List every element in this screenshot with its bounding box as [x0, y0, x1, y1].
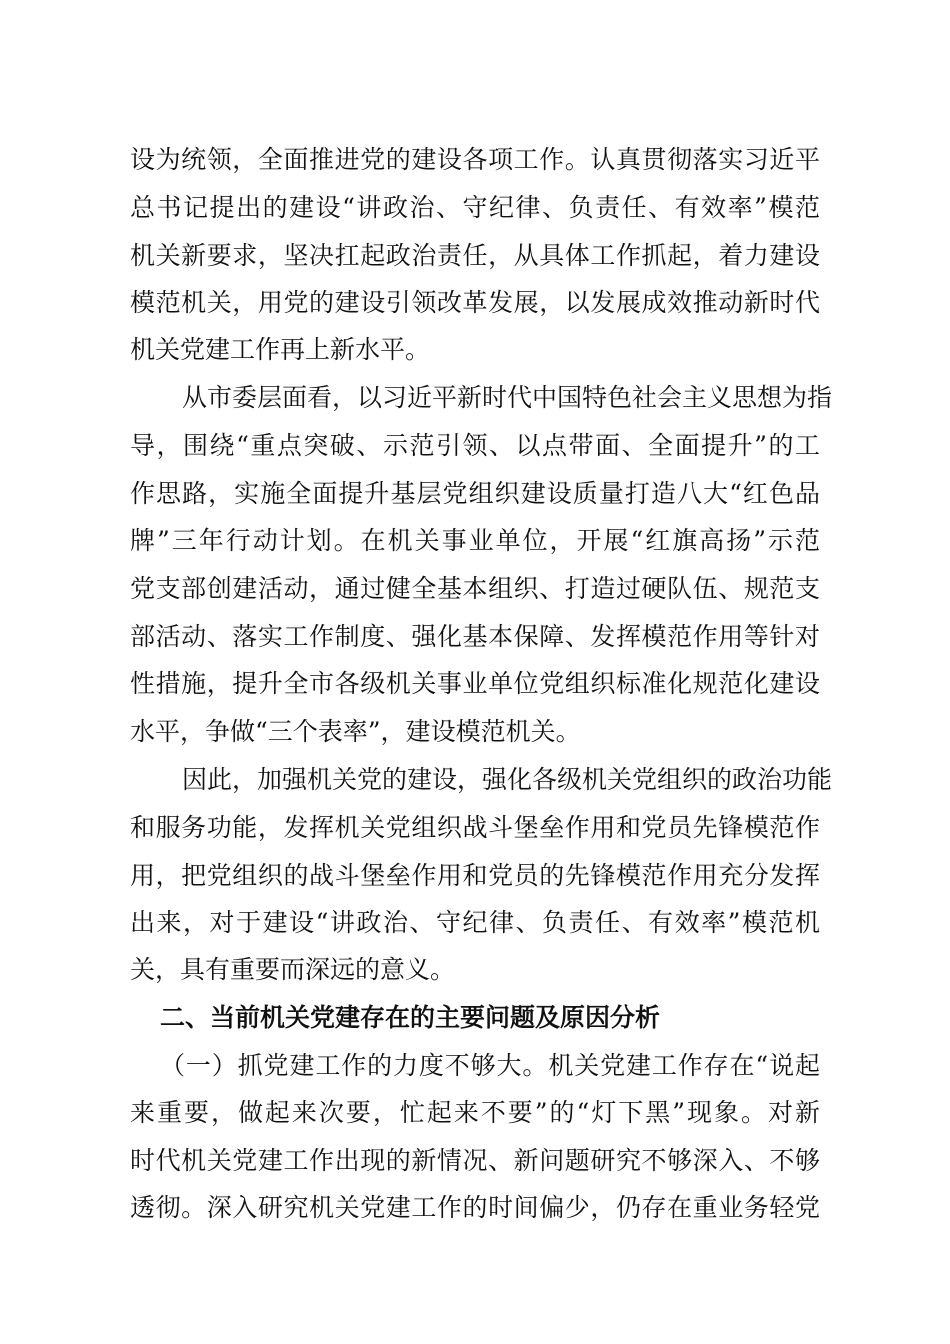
text-line: 党支部创建活动，通过健全基本组织、打造过硬队伍、规范支	[130, 574, 820, 603]
text-line: 牌”三年行动计划。在机关事业单位，开展“红旗高扬”示范	[130, 526, 820, 555]
text-segment: 机关党建工作存在“说起	[548, 1051, 820, 1080]
text-line: 透彻。深入研究机关党建工作的时间偏少，仍存在重业务轻党	[130, 1193, 820, 1222]
subsection-title: （一）抓党建工作的力度不够大。	[160, 1051, 549, 1080]
text-line: 出来，对于建设“讲政治、守纪律、负责任、有效率”模范机	[130, 908, 820, 937]
text-line: 模范机关，用党的建设引领改革发展，以发展成效推动新时代	[130, 288, 820, 317]
text-line: 机关新要求，坚决扛起政治责任，从具体工作抓起，着力建设	[130, 241, 820, 270]
text-line: 总书记提出的建设“讲政治、守纪律、负责任、有效率”模范	[130, 193, 820, 222]
text-line: 机关党建工作再上新水平。	[130, 335, 431, 364]
text-line: 水平，争做“三个表率”，建设模范机关。	[130, 717, 581, 746]
section-heading: 二、当前机关党建存在的主要问题及原因分析	[160, 1003, 661, 1032]
text-line: 和服务功能，发挥机关党组织战斗堡垒作用和党员先锋模范作	[130, 813, 820, 842]
text-line: 性措施，提升全市各级机关事业单位党组织标准化规范化建设	[130, 669, 820, 698]
text-line: 时代机关党建工作出现的新情况、新问题研究不够深入、不够	[130, 1146, 820, 1175]
text-line: 因此，加强机关党的建设，强化各级机关党组织的政治功能	[182, 765, 833, 794]
subsection-first-line	[160, 1049, 820, 1083]
text-line: 来重要，做起来次要，忙起来不要”的“灯下黑”现象。对新	[130, 1098, 820, 1127]
text-line: 导，围绕“重点突破、示范引领、以点带面、全面提升”的工	[130, 431, 820, 460]
text-line: 设为统领，全面推进党的建设各项工作。认真贯彻落实习近平	[130, 145, 820, 174]
text-line: 从市委层面看，以习近平新时代中国特色社会主义思想为指	[182, 383, 833, 412]
text-line: 用，把党组织的战斗堡垒作用和党员的先锋模范作用充分发挥	[130, 861, 820, 890]
text-line: 关，具有重要而深远的意义。	[130, 955, 456, 984]
text-line: 部活动、落实工作制度、强化基本保障、发挥模范作用等针对	[130, 622, 820, 651]
text-line: 作思路，实施全面提升基层党组织建设质量打造八大“红色品	[130, 479, 820, 508]
